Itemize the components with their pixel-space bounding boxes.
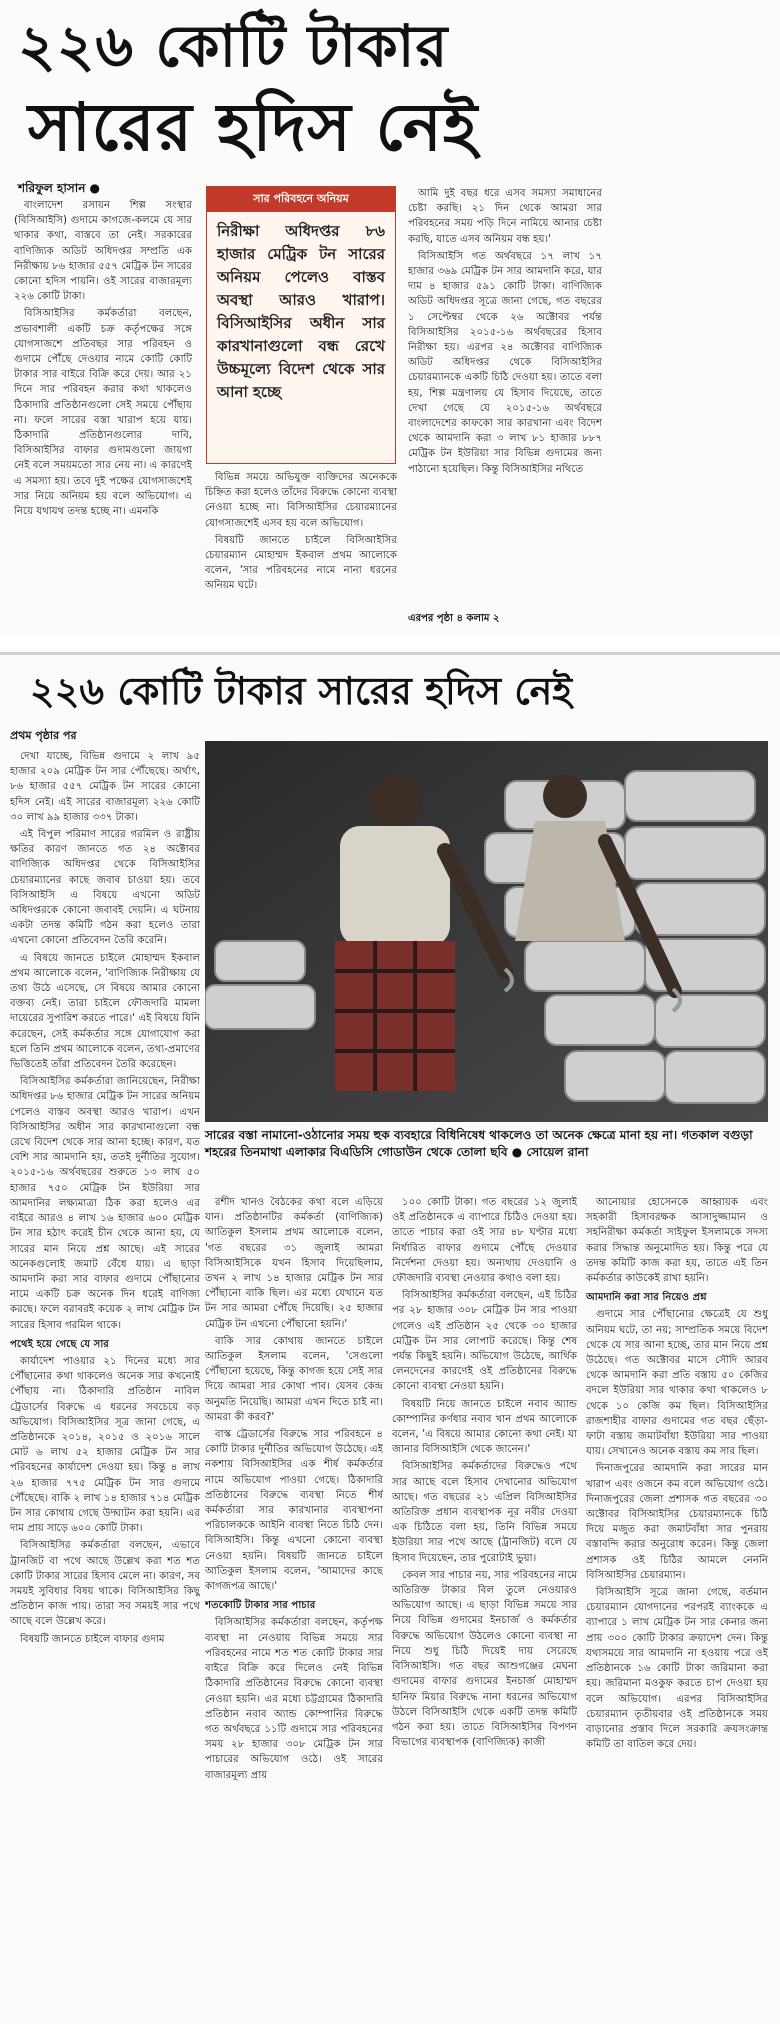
paragraph: কেবল সার পাচার নয়, সার পরিবহনের নামে অতিরিক্ত টাকার বিল তুলে নেওয়ারও অভিযোগ আছে। এ ছাড়া বিভিন্ন সময়ে সার নিয়ে বিভিন্ন গুদামের ইনচার্জ ও কর্মকর্তার বিরুদ্ধে অভিযোগ উঠলেও কোনো ব্যবস্থা না নিয়ে শুধু চিঠি দিয়েই দায় সেরেছে বিসিআইসি। গত বছর আশুগঞ্জের মেঘনা গুদামের বাফার গুদামের ইনচার্জ মোহাম্মদ হানিফ মিয়ার বিরুদ্ধে নানা ধরনের অভিযোগ উঠলে বিসিআইসি থেকে একটি তদন্ত কমিটি গঠন করা হয়। তাতে বিসিআইসির বিপণন বিভাগের ব্যবস্থাপক (বাণিজ্যিক) কাজী	[392, 1569, 577, 1749]
paragraph: বিসিআইসির কর্মকর্তারা বলছেন, প্রভাবশালী একটি চক্র কর্তৃপক্ষের সঙ্গে যোগসাজশে প্রতিবছর সার পরিবহন ও গুদামে পৌঁছে দেওয়ার নামে কোটি কোটি টাকার সার বাইরে বিক্রি করে দেয়। আর ২১ দিনে সার পরিবহন করার কথা থাকলেও ঠিকাদারি প্রতিষ্ঠানগুলো সেই সময়ে পৌঁছায় না। ফলে সারের বস্তা খারাপ হয়ে যায়। ঠিকাদারি প্রতিষ্ঠানগুলোর দাবি, বিসিআইসির বাফার গুদামগুলো জায়গা নেই বলে সময়মতো সার নেয় না। এ কারণেই এ সমস্যা হয়। তবে দুই পক্ষের যোগসাজশেই সার নিয়ে অনিয়ম হয় বলে অভিযোগ। এ নিয়ে যথাযথ তদন্ত হচ্ছে না। এমনকি	[14, 308, 192, 518]
front-column-3	[408, 186, 602, 604]
fertilizer-sacks-photo	[205, 741, 768, 1122]
continuation-headline: ২২৬ কোটি টাকার সারের হদিস নেই	[30, 669, 573, 713]
paragraph: বিসিআইসির কর্মকর্তারা বলছেন, এই চিঠির পর ২৮ হাজার ৩০৮ মেট্রিক টন সার পাওয়া গেলেও এই প্রতিষ্ঠান ২৫ থেকে ৩০ হাজার মেট্রিক টন সার লোপাট করেছে। কিন্তু শেষ পর্যন্ত কিছুই হয়নি। অভিযোগ উঠেছে, আর্থিক লেনদেনের কারণেই ওই প্রতিষ্ঠানের বিরুদ্ধে কোনো ব্যবস্থা নেওয়া হয়নি।	[392, 1290, 577, 1393]
paragraph: বিসিআইসির কর্মকর্তারা জানিয়েছেন, নিরীক্ষা অধিদপ্তর ৮৬ হাজার মেট্রিক টন সারের অনিয়ম পেলেও বাস্তব অবস্থা আরও খারাপ। এখন বিসিআইসির অধীন সার কারখানাগুলো বন্ধ রেখে বিদেশ থেকে সার আনা হচ্ছে। কারণ, যত বেশি সার আমদানি হয়, ততই দুর্নীতির সুযোগ। ২০১৫-১৬ অর্থবছরের শুরুতে ১৩ লাখ ৫০ হাজার ৭৫০ মেট্রিক টন ইউরিয়া সার আমদানির লক্ষ্যমাত্রা ঠিক করা হলেও এর বাইরে আরও ৪ লাখ ১৬ হাজার ৬০০ মেট্রিক টন সার হঠাৎ করেই চীন থেকে আনা হয়, যে সারের মান নিয়ে প্রশ্ন আছে। এই সারের অনেকগুলোই জমাট বেঁধে যায়। এ ছাড়া আমদানি করা সার বাফার গুদামে পৌঁছানোর নামে একটি চক্র অনেক দিন ধরেই বাণিজ্য করছে। ফলে বরাবরই কয়েক ২ লাখ মেট্রিক টন সারের হিসাব গরমিল থাকে।	[10, 1076, 200, 1331]
inside-column-3	[392, 1195, 577, 2015]
front-page-clipping	[0, 0, 780, 636]
paragraph: বিষয়টি জানতে চাইলে বাফার গুদাম	[20, 1633, 165, 1645]
paragraph: আমি দুই বছর ধরে এসব সমস্যা সমাধানের চেষ্টা করছি। ২১ দিন থেকে আমরা সার পরিবহনের সময় পড়ি দিনে নামিয়ে আনার চেষ্টা করছি, যাতে এসব অনিয়ম বন্ধ হয়।'	[408, 188, 602, 245]
paragraph: রশীদ খানও বৈঠকের কথা বলে এড়িয়ে যান। প্রতিষ্ঠানটির কর্মকর্তা (বাণিজ্যিক) আতিকুল ইসলাম প্রথম আলোকে বলেন, 'গত বছরের ৩১ জুলাই আমরা বিসিআইসিকে যখন হিসাব দিয়েছিলাম, তখন ২ লাখ ১৪ হাজার মেট্রিক টন সার পৌঁছানো বাকি ছিল। এর মধ্যে যেখানে যত টন সার আমরা পৌঁছে দিয়েছি। ২৫ হাজার মেট্রিক টন এখনো পৌঁছানো হয়নি।'	[205, 1197, 383, 1330]
subheading: আমদানি করা সার নিয়েও প্রশ্ন	[586, 1292, 707, 1304]
headline-line-2: সারের হদিস নেই	[28, 89, 479, 166]
paragraph: বিভিন্ন সময়ে অভিযুক্ত ব্যক্তিদের অনেককে চিহ্নিত করা হলেও তাঁদের বিরুদ্ধে কোনো ব্যবস্থা নেওয়া হচ্ছে না। বিসিআইসির চেয়ারম্যানের যোগসাজশেই এসব হয় বলে অভিযোগ।	[205, 472, 397, 529]
paragraph: এই বিপুল পরিমাণ সারের গরমিল ও রাষ্ট্রীয় ক্ষতির কারণ জানতে গত ২৪ অক্টোবর বাণিজ্যিক অধিদপ্তর থেকে বিসিআইসির চেয়ারম্যানের কাছে জবাব চাওয়া হয়। তবে বিসিআইসি এ বিষয়ে এখনো অডিট অধিদপ্তরকে কোনো জবাবই দেয়নি। এ ঘটনায় একটা তদন্ত কমিটি গঠন করা হলেও তারা এখনো কোনো প্রতিবেদন তৈরি করেনি।	[10, 829, 200, 947]
paragraph: বিসিআইসির কর্মকর্তারা বলছেন, কর্তৃপক্ষ ব্যবস্থা না নেওয়ায় বিভিন্ন সময়ে সার পরিবহনের নামে শত শত কোটি টাকার সার বাইরে বিক্রি করে দিলেও নেই বিভিন্ন ঠিকাদারি প্রতিষ্ঠানের বিরুদ্ধে কোনো ব্যবস্থা নেওয়া হয়নি। এর মধ্যে চট্টগ্রামের ঠিকাদারি প্রতিষ্ঠান নবাব অ্যান্ড কোম্পানির বিরুদ্ধে গত অর্থবছরে ১১টি গুদামে সার পরিবহনের সময় ২৮ হাজার ৩০৮ মেট্রিক টন সার পাচারের অভিযোগ ওঠে। ওই সারের বাজারমূল্য প্রায়	[205, 1617, 383, 1781]
paragraph: বিসিআইসি গত অর্থবছরে ১৭ লাখ ১৭ হাজার ৩৬৯ মেট্রিক টন সার আমদানি করে, যার দাম ৪ হাজার ৫৯১ কোটি টাকা। বাণিজ্যিক অডিট অধিদপ্তর সূত্রে জানা গেছে, গত বছরের ১ সেপ্টেম্বর থেকে ২৬ অক্টোবর পর্যন্ত বিসিআইসির ২০১৫-১৬ অর্থবছরের হিসাব নিরীক্ষা হয়। এরপর ২৪ অক্টোবর বাণিজ্যিক অডিট অধিদপ্তর থেকে বিসিআইসির চেয়ারম্যানকে একটি চিঠি দেওয়া হয়। তাতে বলা হয়, শিল্প মন্ত্রণালয় যে হিসাব দিয়েছে, তাতে দেখা গেছে যে ২০১৫-১৬ অর্থবছরে বাংলাদেশের কাফকো সার কারখানা এবং বিদেশ থেকে আমদানি করা ৩ লাখ ৮১ হাজার ৮৮৭ মেট্রিক টন ইউরিয়া সার বিভিন্ন গুদামের জন্য পাঠানো হয়েছিল। কিন্তু বিসিআইসির নথিতে	[408, 250, 602, 475]
paragraph: বিষয়টি নিয়ে জানতে চাইলে নবাব অ্যান্ড কোম্পানির কর্ণধার নবাব খান প্রথম আলোকে বলেন, 'এ বিষয়ে আমার কোনো কথা নেই। যা জানার বিসিআইসি থেকে জানেন।'	[392, 1398, 577, 1456]
paragraph: বাকি সার কোথায় জানতে চাইলে আতিকুল ইসলাম বলেন, 'সেগুলো পৌঁছানো হয়েছে, কিন্তু কাগজ হয়ে সেই সার দিয়ে আমরা সার কোথা পাব। যেসব কেন্দ্র অনুমতি নিয়েছি। আমরা এখন দিতে চাই না। আমরা কী করব?'	[205, 1335, 383, 1423]
byline: শরিফুল হাসান ●	[18, 181, 101, 195]
subheading: পথেই হয়ে গেছে যে সার	[10, 1338, 109, 1350]
inside-column-2	[205, 1195, 383, 2015]
inside-column-4	[586, 1195, 768, 2015]
photo-caption: সারের বস্তা নামানো-ওঠানোর সময় হুক ব্যবহারে বিধিনিষেধ থাকলেও তা অনেক ক্ষেত্রে মানা হয় না। গতকাল বগুড়া শহরের তিনমাথা এলাকার বিএডিসি গোডাউন থেকে তোলা ছবি ● সোয়েল রানা	[205, 1128, 753, 1159]
continued-from-label: প্রথম পৃষ্ঠার পর	[10, 729, 77, 742]
front-column-2	[205, 470, 397, 616]
continued-note: এরপর পৃষ্ঠা ৪ কলাম ২	[408, 613, 500, 624]
headline-line-1: ২২৬ কোটি টাকার	[18, 12, 449, 80]
paragraph: বিসিআইসি সূত্রে জানা গেছে, বর্তমান চেয়ারম্যান যোগদানের পরপরই ব্যাংককে এ ব্যাপারে ১ লাখ মেট্রিক টন সার কেনার জন্য প্রায় ৩০০ কোটি টাকার ক্রয়াদেশ দেন। কিন্তু যথাসময়ে সার আমদানি না হওয়ায় পরে ওই প্রতিষ্ঠানকে ১৬ কোটি টাকা জরিমানা করা হয়। জরিমানা মওকুফ করতে চাপ দেওয়া হয় বলে অভিযোগ। এরপর বিসিআইসির চেয়ারম্যান তৃতীয়বার ওই প্রতিষ্ঠানকে সময় বাড়ানোর প্রস্তাব দিলে সরকারি ক্রয়সংক্রান্ত কমিটি তা বাতিল করে দেয়।	[586, 1587, 768, 1751]
paragraph: গুদামে সার পৌঁছানোর ক্ষেত্রেই যে শুধু অনিয়ম ঘটে, তা নয়; সাম্প্রতিক সময়ে বিদেশ থেকে যে সার আনা হচ্ছে, তার মান নিয়ে প্রশ্ন উঠেছে। গত অক্টোবর মাসে সৌদি আরব থেকে আমদানি করা প্রতি বস্তায় ৫০ কেজির বদলে ইউরিয়া সার থাকার কথা থাকলেও ৮ থেকে ১০ কেজি কম ছিল। বিসিআইসির রাজশাহীর বাফার গুদামের গত বছর ছেঁড়া-ফাটা বস্তায় জমাটবাঁধা ইউরিয়া সার পাওয়া যায়। সেখানেও অনেক বস্তায় কম সার ছিল।	[586, 1309, 768, 1458]
inside-column-1	[10, 749, 200, 2019]
paragraph: দেখা যাচ্ছে, বিভিন্ন গুদামে ২ লাখ ৯৫ হাজার ২০৯ মেট্রিক টন সার পৌঁছেছে। অর্থাৎ, ৮৬ হাজার ৫৫৭ মেট্রিক টন সারের কোনো হদিস নেই। এই সারের বাজারমূল্য ২২৬ কোটি ৩০ লাখ ৯৯ হাজার ৩৩৭ টাকা।	[10, 751, 200, 823]
highlight-text: নিরীক্ষা অধিদপ্তর ৮৬ হাজার মেট্রিক টন সারের অনিয়ম পেলেও বাস্তব অবস্থা আরও খারাপ। বিসিআইসির অধীন সার কারখানাগুলো বন্ধ রেখে উচ্চমূল্যে বিদেশ থেকে সার আনা হচ্ছে	[217, 222, 385, 401]
paragraph: দিনাজপুরের আমদানি করা সারের মান খারাপ এবং ওজনে কম বলে অভিযোগ ওঠে। দিনাজপুরের জেলা প্রশাসক গত বছরের ৩০ অক্টোবর বিসিআইসির চেয়ারম্যানকে চিঠি দিয়ে মজুত করা জমাটবাঁধা সার পুনরায় বস্তাবন্দি করার অনুরোধ করেন। কিন্তু জেলা প্রশাসক ওই চিঠির আমলে নেননি বিসিআইসির চেয়ারম্যান।	[586, 1463, 768, 1581]
paragraph: বিষয়টি জানতে চাইলে বিসিআইসির চেয়ারম্যান মোহাম্মদ ইকবাল প্রথম আলোকে বলেন, 'সার পরিবহনের নামে নানা ধরনের অনিয়ম ঘটে।	[205, 534, 397, 592]
news-photo	[205, 741, 768, 1122]
front-column-1	[14, 198, 192, 616]
paragraph: বিসিআইসির কর্মকর্তারা বলছেন, এভাবে ট্রানজিট বা পথে আছে উল্লেখ করা শত শত কোটি টাকার সারের হিসাব মেলে না। কারণ, সব সময়ই সুবিধার বিষয় থাকে। বিসিআইসির কিছু প্রতিষ্ঠান কাজ পায়। তারা সব সময়ই সার পথে আছে বলে উল্লেখ করে।	[10, 1540, 200, 1628]
highlight-tag: সার পরিবহনে অনিয়ম	[207, 187, 395, 212]
subheading: শতকোটি টাকার সার পাচার	[205, 1600, 316, 1612]
paragraph: এ বিষয়ে জানতে চাইলে মোহাম্মদ ইকবাল প্রথম আলোকে বলেন, 'বাণিজ্যিক নিরীক্ষায় যে তথ্য উঠে এসেছে, সে বিষয়ে আমার কোনো বক্তব্য নেই। তারা চাইলে ফৌজদারি মামলা দায়েরের সুপারিশ করতে পারে।' এই বিষয়ে যিনি করেছেন, সেই কর্মকর্তার সঙ্গে যোগাযোগ করা হলে তিনি প্রথম আলোকে বলেন, তথ্য-প্রমাণের ভিত্তিতেই তাঁরা প্রতিবেদন তৈরি করেছেন।	[10, 952, 200, 1071]
inside-page-clipping	[0, 652, 780, 2024]
paragraph: আনোয়ার হোসেনকে আহ্বায়ক এবং সহকারী হিসাবরক্ষক আসাদুজ্জামান ও সহনিরীক্ষা কর্মকর্তা সাইফুল ইসলামকে সদস্য করার সিদ্ধান্ত অনুমোদিত হয়। কিন্তু পরে যে তদন্ত কমিটি কাজ করা হয়, তাতে এই তিন কর্মকর্তার কাউকেই রাখা হয়নি।	[586, 1197, 768, 1285]
paragraph: ১০০ কোটি টাকা। গত বছরের ১২ জুলাই ওই প্রতিষ্ঠানকে এ ব্যাপারে চিঠিও দেওয়া হয়। তাতে পাচার করা ওই সার ৪৮ ঘণ্টার মধ্যে নির্ধারিত বাফার গুদামে পৌঁছে দেওয়ার নির্দেশনা দেওয়া হয়। অন্যথায় দেওয়ানি ও ফৌজদারি ব্যবস্থা নেওয়ার কথাও বলা হয়।	[392, 1197, 577, 1285]
highlight-box	[206, 186, 396, 464]
paragraph: বাস্ক ট্রেডার্সের বিরুদ্ধে সার পরিবহনে ৪ কোটি টাকার দুর্নীতির অভিযোগ উঠেছে। এই নকশায় বিসিআইসির এক শীর্ষ কর্মকর্তার নামে অভিযোগ পাওয়া গেছে। ঠিকাদারি প্রতিষ্ঠানের বিরুদ্ধে ব্যবস্থা নিতে শীর্ষ কর্মকর্তারা সার কারখানার ব্যবস্থাপনা পরিচালককে আইনি ব্যবস্থা নিতে চিঠি দেন। বিসিআইসি। কিন্তু এখনো কোনো ব্যবস্থা নেওয়া হয়নি। বিষয়টি জানতে চাইলে আতিকুল ইসলাম বলেন, 'আমাদের কাছে কাগজপত্র আছে।'	[205, 1429, 383, 1593]
paragraph: বাংলাদেশ রসায়ন শিল্প সংস্থার (বিসিআইসি) গুদামে কাগজে-কলমে যে সার থাকার কথা, বাস্তবে তা নেই। সরকারের বাণিজ্যিক অডিট অধিদপ্তর সম্প্রতি এক নিরীক্ষায় ৮৬ হাজার ৫৫৭ মেট্রিক টন সারের কোনো হদিস পায়নি। ওই সারের বাজারমূল্য ২২৬ কোটি টাকা।	[14, 200, 192, 303]
paragraph: কার্যাদেশ পাওয়ার ২১ দিনের মধ্যে সার পৌঁছানোর কথা থাকলেও অনেক সার কখনোই পৌঁছায় না। ঠিকাদারি প্রতিষ্ঠান নাবিল ট্রেডার্সের বিরুদ্ধে এ ধরনের সবচেয়ে বড় অভিযোগ। বিসিআইসির সূত্র জানা গেছে, এ প্রতিষ্ঠানকে ২০১৪, ২০১৫ ও ২০১৬ সালে মোট ৬ লাখ ৫২ হাজার মেট্রিক টন সার পরিবহনের কার্যাদেশ দেওয়া হয়। কিন্তু ৪ লাখ ২৬ হাজার ৭৭৫ মেট্রিক টন সার গুদামে পৌঁছেছে। বাকি ২ লাখ ১৪ হাজার ৭১৪ মেট্রিক টন সার কোথায় গেছে উদ্ঘাটন করা হয়নি। এর দাম প্রায় সাড়ে ৬০০ কোটি টাকা।	[10, 1355, 200, 1535]
paragraph: বিসিআইসির কর্মকর্তাদের বিরুদ্ধেও পথে সার আছে বলে হিসাব দেখানোর অভিযোগ আছে। গত বছরের ২১ এপ্রিল বিসিআইসির অতিরিক্ত প্রধান ব্যবস্থাপক নূর নবীর দেওয়া এক চিঠিতে বলা হয়, তিনি বিভিন্ন সময়ে ইউরিয়া সার পথে আছে (ট্রানজিট) বলে যে হিসাব দিয়েছেন, তার পুরোটাই ভুয়া।	[392, 1461, 577, 1564]
